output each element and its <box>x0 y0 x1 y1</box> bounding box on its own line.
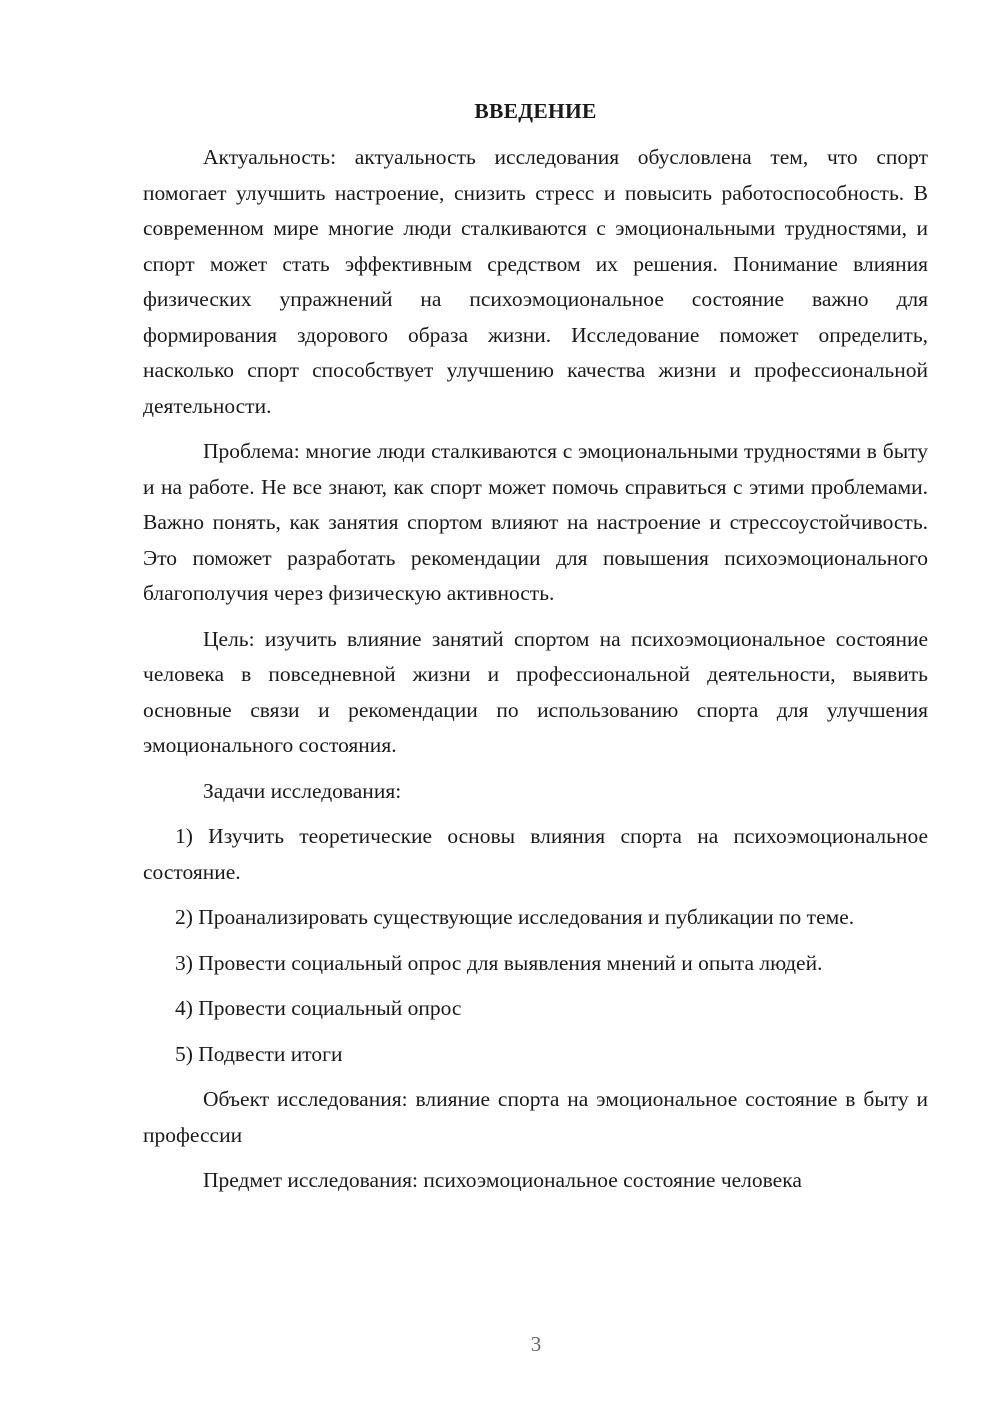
task-item-2: 2) Проанализировать существующие исследования и публикации по теме. <box>175 905 855 929</box>
task-item-1: 1) Изучить теоретические основы влияния спорта на психоэмоциональное состояние. <box>143 824 928 884</box>
goal-paragraph: Цель: изучить влияние занятий спортом на психоэмоциональное состояние человека в повседневной жизни и профессиональной деятельности, выявить основные связи и рекомендации по использованию спорта для улучшения эмоционального состояния. <box>143 626 928 757</box>
task-item-4: 4) Провести социальный опрос <box>175 996 462 1020</box>
subject-paragraph: Предмет исследования: психоэмоциональное состояние человека <box>203 1168 802 1192</box>
page-content <box>143 94 928 1209</box>
problem-paragraph: Проблема: многие люди сталкиваются с эмоциональными трудностями в быту и на работе. Не все знают, как спорт может помочь справиться с этими проблемами. Важно понять, как занятия спортом влияют на настроение и стрессоустойчивость. Это поможет разработать рекомендации для повышения психоэмоционального благополучия через физическую активность. <box>143 439 928 605</box>
page-number: 3 <box>530 1332 542 1356</box>
page-title: ВВЕДЕНИЕ <box>474 99 597 123</box>
task-item-3: 3) Провести социальный опрос для выявления мнений и опыта людей. <box>175 950 823 975</box>
tasks-heading: Задачи исследования: <box>203 778 402 803</box>
task-item-5: 5) Подвести итоги <box>175 1041 343 1066</box>
object-paragraph: Объект исследования: влияние спорта на эмоциональное состояние в быту и профессии <box>143 1087 928 1147</box>
relevance-paragraph: Актуальность: актуальность исследования обусловлена тем, что спорт помогает улучшить настроение, снизить стресс и повысить работоспособность. В современном мире многие люди сталкиваются с эмоциональными трудностями, и спорт может стать эффективным средством их решения. Понимание влияния физических упражнений на психоэмоциональное состояние важно для формирования здорового образа жизни. Исследование поможет определить, насколько спорт способствует улучшению качества жизни и профессиональной деятельности. <box>143 145 928 418</box>
